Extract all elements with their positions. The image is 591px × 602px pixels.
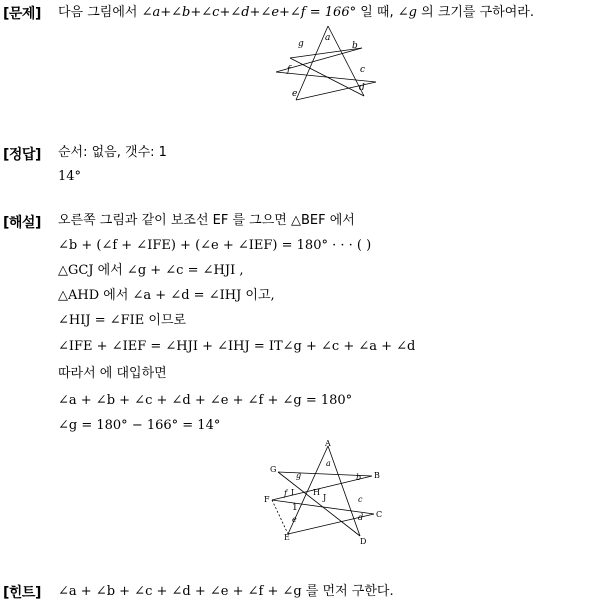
solution-angle-e: e bbox=[292, 515, 297, 524]
vertex-j-label: J bbox=[323, 493, 327, 502]
problem-prefix: 다음 그림에서 bbox=[58, 5, 138, 20]
vertex-e-label: E bbox=[284, 533, 290, 542]
solution-line-5: ∠HIJ = ∠FIE 이므로 bbox=[58, 313, 187, 328]
vertex-b-label: B bbox=[374, 471, 380, 480]
solution-line-4: △AHD 에서 ∠a + ∠d = ∠IHJ 이고, bbox=[58, 288, 275, 303]
answer-label: [정답] bbox=[3, 147, 41, 163]
problem-angle-f: f bbox=[287, 65, 291, 75]
equation-marker: 1 bbox=[292, 503, 298, 513]
solution-line-8: ∠a + ∠b + ∠c + ∠d + ∠e + ∠f + ∠g = 180° bbox=[58, 393, 353, 408]
solution-line-6: ∠IFE + ∠IEF = ∠HJI + ∠IHJ = IT∠g + ∠c + ∠a + ∠d bbox=[58, 339, 416, 354]
solution-star-figure bbox=[262, 440, 392, 546]
problem-angle-c: c bbox=[360, 65, 366, 75]
problem-angle-d: d bbox=[359, 83, 365, 93]
solution-angle-a: a bbox=[326, 459, 331, 468]
solution-angle-b: b bbox=[356, 473, 362, 482]
problem-star-figure bbox=[268, 24, 380, 104]
problem-statement bbox=[58, 5, 534, 21]
hint-text: ∠a + ∠b + ∠c + ∠d + ∠e + ∠f + ∠g 를 먼저 구한다. bbox=[58, 584, 394, 599]
vertex-a-label: A bbox=[325, 440, 331, 448]
problem-target: ∠g bbox=[397, 5, 417, 20]
problem-angle-a: a bbox=[325, 33, 331, 43]
problem-angle-g: g bbox=[298, 39, 304, 49]
solution-line-7: 따라서 에 대입하면 bbox=[58, 366, 167, 381]
solution-angle-g: g bbox=[296, 471, 302, 480]
vertex-c-label: C bbox=[376, 510, 383, 519]
problem-label: [문제] bbox=[3, 6, 41, 22]
hint-label: [힌트] bbox=[3, 585, 41, 601]
vertex-f-label: F bbox=[264, 495, 270, 504]
solution-label: [해설] bbox=[3, 215, 41, 231]
vertex-i-label: I bbox=[291, 488, 295, 497]
problem-mid: 일 때, bbox=[360, 5, 394, 20]
vertex-d-label: D bbox=[360, 537, 367, 546]
problem-suffix: 의 크기를 구하여라. bbox=[421, 5, 534, 20]
problem-angle-e: e bbox=[292, 89, 298, 99]
vertex-h-label: H bbox=[313, 488, 320, 497]
answer-line-2: 14° bbox=[58, 169, 82, 184]
solution-angle-f: f bbox=[284, 489, 287, 498]
solution-line-1: 오른쪽 그림과 같이 보조선 EF 를 그으면 △BEF 에서 bbox=[58, 213, 355, 228]
vertex-g-label: G bbox=[270, 465, 277, 474]
solution-angle-d: d bbox=[358, 513, 364, 522]
answer-line-1: 순서: 없음, 갯수: 1 bbox=[58, 145, 167, 160]
solution-line-9: ∠g = 180° − 166° = 14° bbox=[58, 418, 221, 433]
problem-expression: ∠a+∠b+∠c+∠d+∠e+∠f = 166° bbox=[141, 5, 357, 20]
solution-angle-c: c bbox=[358, 495, 363, 504]
solution-line-3: △GCJ 에서 ∠g + ∠c = ∠HJI , bbox=[58, 263, 244, 278]
solution-line-2: ∠b + (∠f + ∠IFE) + (∠e + ∠IEF) = 180° · · · ( ) bbox=[58, 238, 372, 253]
problem-angle-b: b bbox=[352, 41, 358, 51]
